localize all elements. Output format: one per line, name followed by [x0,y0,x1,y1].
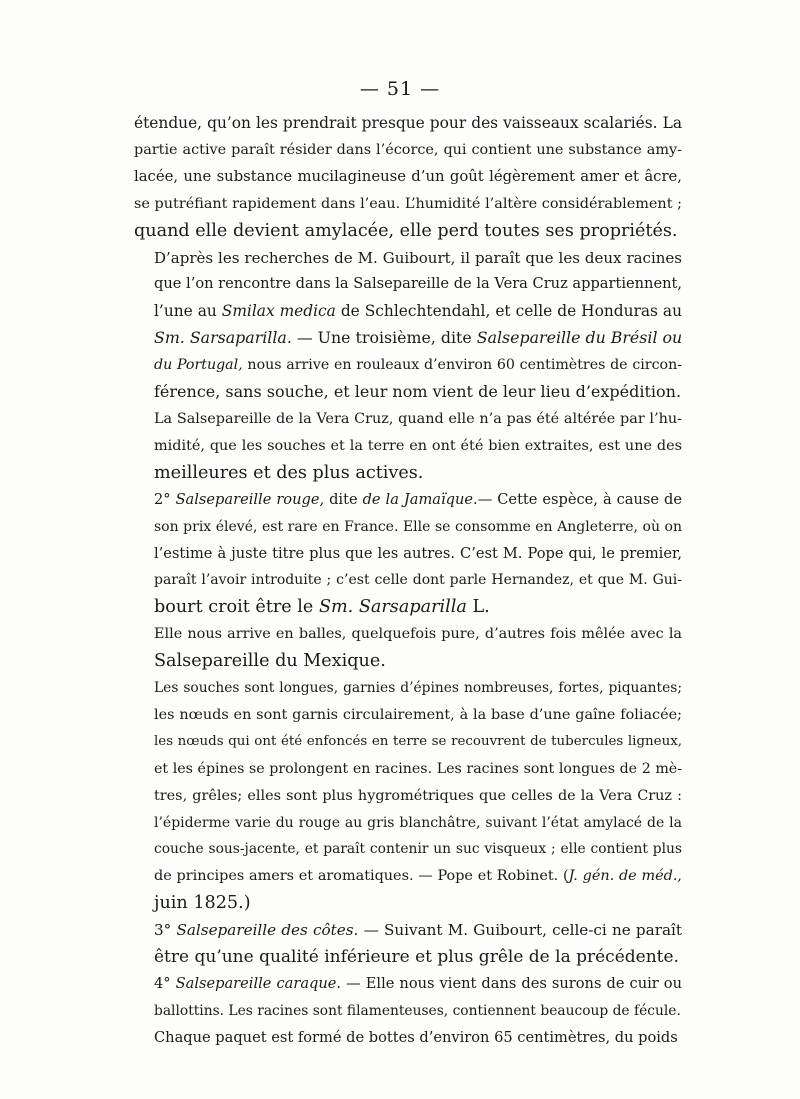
text-run: étendue, qu’on les prendrait presque pour des vaisseaux scalariés. La [134,114,682,132]
italic-run: Sm. Sarsaparilla [318,597,467,618]
text-line [134,514,682,541]
text-run: 2° [154,490,176,508]
text-run: tres, grêles; elles sont plus hygrométriques que celles de la Vera Cruz : [154,787,682,804]
text-run: férence, sans souche, et leur nom vient de leur lieu d’expédition. [154,382,682,402]
text-run: les nœuds en sont garnis circulairement, à la base d’une gaîne foliacée; [154,706,682,723]
text-line [134,836,682,863]
text-line [134,890,682,917]
text-line [134,756,682,783]
text-run: paraît l’avoir introduite ; c’est celle dont parle Hernandez, et que M. Gui- [154,572,682,589]
text-run: — Elle nous vient dans des surons de cuir ou [341,975,682,992]
paragraph [134,1025,682,1052]
text-line [134,298,682,325]
paragraph [134,487,682,622]
italic-run: Smilax medica [221,302,336,321]
text-line [134,352,682,379]
text-run: bourt croit être le [154,597,319,618]
text-line [134,460,682,487]
text-line [134,271,682,298]
text-run: de Schlechtendahl, et celle de Honduras au [335,302,682,321]
text-line [134,944,682,971]
text-line [134,810,682,837]
text-line [134,433,682,460]
paragraph [134,971,682,1025]
paragraph [134,406,682,487]
text-line [134,541,682,568]
text-run: son prix élevé, est rare en France. Elle se consomme en Angleterre, où on [154,518,682,535]
text-run: les nœuds qui ont été enfoncés en terre se recouvrent de tubercules ligneux, [154,733,682,749]
text-run: L. [466,597,490,618]
text-run: D’après les recherches de M. Guibourt, il paraît que les deux racines [154,248,682,267]
text-run: lacée, une substance mucilagineuse d’un goût légèrement amer et âcre, [134,167,682,185]
text-run: quand elle devient amylacée, elle perd toutes ses propriétés. [134,220,678,241]
text-run: , [677,868,682,885]
text-run: couche sous-jacente, et paraît contenir un suc visqueux ; elle contient plus [154,841,682,858]
text-run: Les souches sont longues, garnies d’épines nombreuses, fortes, piquantes; [154,680,682,697]
italic-run: de la Jamaïque. [362,490,478,508]
text-line [134,971,682,998]
text-run: l’épiderme varie du rouge au gris blanchâtre, suivant l’état amylacé de la [154,814,682,831]
text-line [134,218,682,245]
text-line [134,406,682,433]
text-run: partie active paraît résider dans l’écorce, qui contient une substance amy- [134,141,682,158]
text-line [134,917,682,944]
paragraph [134,110,682,245]
text-run: — Une troisième, dite [291,328,477,348]
text-line [134,729,682,756]
text-run: 3° [154,921,177,940]
text-run: midité, que les souches et la terre en ont été bien extraites, est une des [154,437,682,454]
text-line [134,998,682,1025]
paragraph [134,621,682,675]
text-run: ballottins. Les racines sont filamenteuses, contiennent beaucoup de fécule. [154,1002,681,1019]
paragraph [134,917,682,971]
body-text [134,110,682,1052]
text-line [134,1025,682,1052]
text-run: dite [324,490,363,508]
italic-run: Salsepareille des côtes. [176,921,359,940]
paragraph [134,245,682,406]
text-run: La Salsepareille de la Vera Cruz, quand elle n’a pas été altérée par l’hu- [154,410,682,427]
text-line [134,379,682,406]
italic-run: J. gén. de méd. [568,868,678,885]
text-line [134,245,682,272]
text-run: de principes amers et aromatiques. — Pope et Robinet. ( [154,868,569,885]
page-number: — 51 — [359,78,441,100]
text-run: et les épines se prolongent en racines. Les racines sont longues de 2 mè- [154,760,682,777]
text-run: l’estime à juste titre plus que les autres. C’est M. Pope qui, le premier, [154,544,682,562]
italic-run: Salsepareille caraque. [175,975,342,992]
text-run: nous arrive en rouleaux d’environ 60 centimètres de circon- [242,357,683,374]
text-run: — Suivant M. Guibourt, celle-ci ne paraît [358,921,682,940]
text-line [134,137,682,164]
text-run: — Cette espèce, à cause de [477,490,682,508]
text-line [134,594,682,621]
text-line [134,191,682,218]
text-run: meilleures et des plus actives. [154,462,424,483]
text-line [134,675,682,702]
text-run: Chaque paquet est formé de bottes d’environ 65 centimètres, du poids [154,1028,678,1046]
text-run: se putréfiant rapidement dans l’eau. L’humidité l’altère considérablement ; [134,195,682,212]
text-line [134,863,682,890]
text-run: être qu’une qualité inférieure et plus grêle de la précédente. [154,947,679,968]
italic-run: Salsepareille rouge, [175,490,325,508]
text-line [134,783,682,810]
text-run: 4° [154,975,176,992]
text-line [134,648,682,675]
text-line [134,702,682,729]
italic-run: du Portugal, [154,357,243,374]
text-line [134,487,682,514]
text-run: l’une au [154,302,222,321]
italic-run: Sm. Sarsaparilla. [154,328,292,348]
text-run: Salsepareille du Mexique. [154,651,386,672]
text-line [134,164,682,191]
text-line [134,110,682,137]
text-line [134,325,682,352]
paragraph [134,675,682,917]
text-run: que l’on rencontre dans la Salsepareille de la Vera Cruz appartiennent, [154,275,682,293]
text-run: Elle nous arrive en balles, quelquefois pure, d’autres fois mêlée avec la [154,626,682,643]
text-line [134,621,682,648]
text-line [134,567,682,594]
italic-run: Salsepareille du Brésil ou [476,328,683,348]
text-run: juin 1825.) [154,893,251,914]
